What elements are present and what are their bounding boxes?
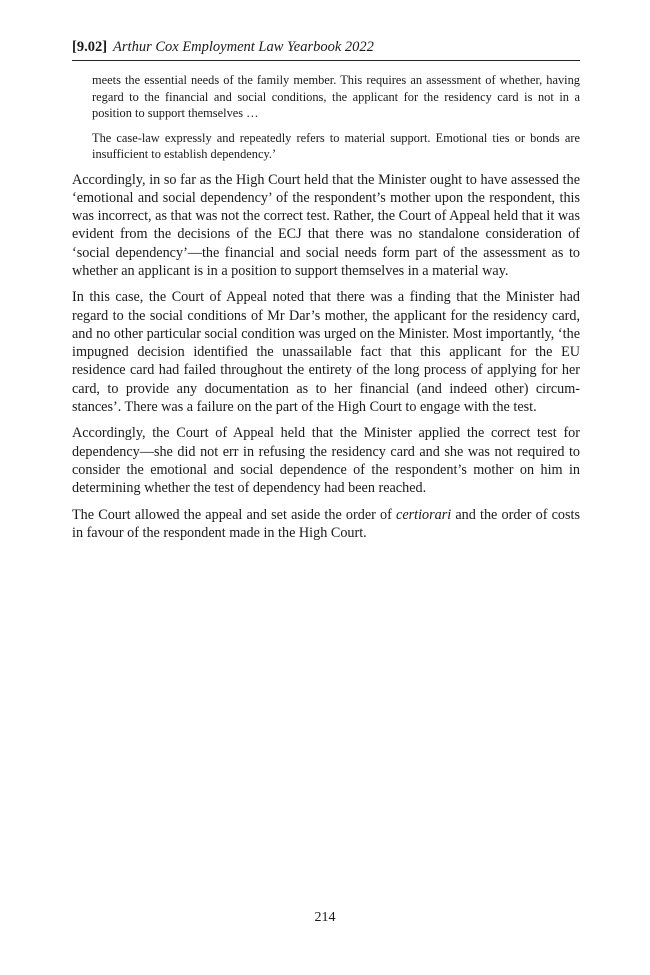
page-number: 214 <box>314 910 336 925</box>
page-content <box>72 38 580 550</box>
quote-paragraph: meets the essential needs of the family member. This requires an assessment of whether, having regard to the financial and social conditions, the applicant for the residency card is not in a position to support themselves … <box>92 73 580 120</box>
block-quote <box>92 72 580 163</box>
text-run: The Court allowed the appeal and set aside the order of <box>72 506 397 523</box>
body-paragraph: Accordingly, in so far as the High Court held that the Minister ought to have assessed the ‘emotional and social dependency’ of the respondent’s mother upon the respondent, this was incorrect, as that was not the correct test. Rather, the Court of Appeal held that it was evident from the decisions of the ECJ that there was no standalone consideration of ‘social dependency’—the financial and social needs form part of the assessment as to whether an applicant is in a position to support themselves in a material way. <box>72 171 580 279</box>
running-header <box>72 38 580 61</box>
section-reference: [9.02] <box>72 39 108 55</box>
body-text <box>72 171 580 543</box>
text-run: and the order of costs in favour of the respondent made in the High Court. <box>72 506 580 541</box>
body-paragraph: Accordingly, the Court of Appeal held that the Minister applied the correct test for dependency—she did not err in refusing the residency card and she was not required to consider the emotional and social dependence of the respondent’s mother on him in determining whether the test of dependency had been reached. <box>72 425 580 497</box>
book-title: Arthur Cox Employment Law Yearbook 2022 <box>113 39 374 55</box>
body-paragraph-final <box>72 506 580 543</box>
italic-term: certiorari <box>396 506 452 523</box>
quote-paragraph: The case-law expressly and repeatedly refers to material support. Emotional ties or bonds are insufficient to establish dependency.’ <box>92 130 580 161</box>
body-paragraph: In this case, the Court of Appeal noted that there was a finding that the Minister had regard to the social conditions of Mr Dar’s mother, the applicant for the residency card, and no other particular social condition was urged on the Minister. Most importantly, ‘the impugned decision identified the unassailable fact that this applicant for the EU residence card had failed throughout the entirety of the long process of applying for her card, to provide any documentation as to her financial (and indeed other) circum-stances’. There was a failure on the part of the High Court to engage with the test. <box>72 289 580 416</box>
